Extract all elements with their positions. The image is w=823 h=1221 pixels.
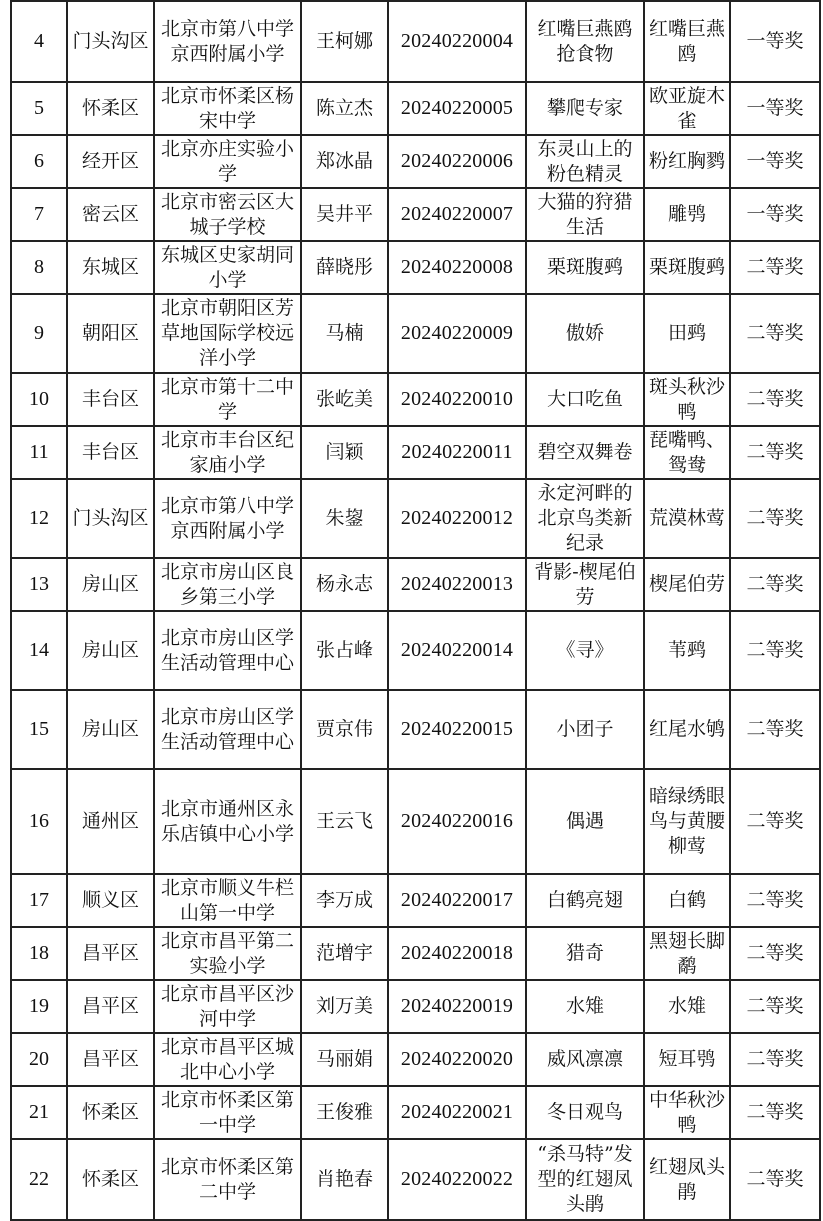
bird-species-cell: 琵嘴鸭、鸳鸯 [644, 426, 730, 479]
row-number-cell: 21 [11, 1086, 67, 1139]
district-cell: 密云区 [67, 188, 154, 241]
row-number-cell: 6 [11, 135, 67, 188]
district-cell: 昌平区 [67, 1033, 154, 1086]
table-row [11, 188, 820, 241]
work-id-cell: 20240220004 [388, 1, 526, 82]
work-id-cell: 20240220005 [388, 82, 526, 135]
school-cell: 北京市昌平区城北中心小学 [154, 1033, 301, 1086]
awards-table-body [11, 1, 820, 1220]
district-cell: 东城区 [67, 241, 154, 294]
school-cell: 北京市昌平第二实验小学 [154, 927, 301, 980]
award-level-cell: 二等奖 [730, 1033, 820, 1086]
award-level-cell: 二等奖 [730, 980, 820, 1033]
district-cell: 门头沟区 [67, 1, 154, 82]
table-row [11, 1033, 820, 1086]
row-number-cell: 11 [11, 426, 67, 479]
student-name-cell: 王柯娜 [301, 1, 388, 82]
bird-species-cell: 短耳鸮 [644, 1033, 730, 1086]
award-level-cell: 二等奖 [730, 611, 820, 690]
bird-species-cell: 红翅凤头鹃 [644, 1139, 730, 1220]
work-id-cell: 20240220019 [388, 980, 526, 1033]
school-cell: 北京市昌平区沙河中学 [154, 980, 301, 1033]
bird-species-cell: 黑翅长脚鹬 [644, 927, 730, 980]
bird-species-cell: 斑头秋沙鸭 [644, 373, 730, 426]
work-title-cell: 背影-楔尾伯劳 [526, 558, 644, 611]
row-number-cell: 19 [11, 980, 67, 1033]
bird-species-cell: 红尾水鸲 [644, 690, 730, 769]
student-name-cell: 郑冰晶 [301, 135, 388, 188]
award-level-cell: 二等奖 [730, 927, 820, 980]
school-cell: 北京市怀柔区第一中学 [154, 1086, 301, 1139]
table-row [11, 980, 820, 1033]
district-cell: 怀柔区 [67, 82, 154, 135]
student-name-cell: 李万成 [301, 874, 388, 927]
bird-species-cell: 楔尾伯劳 [644, 558, 730, 611]
table-row [11, 241, 820, 294]
table-row [11, 769, 820, 874]
work-id-cell: 20240220008 [388, 241, 526, 294]
award-level-cell: 一等奖 [730, 188, 820, 241]
row-number-cell: 18 [11, 927, 67, 980]
school-cell: 北京市怀柔区杨宋中学 [154, 82, 301, 135]
school-cell: 北京亦庄实验小学 [154, 135, 301, 188]
school-cell: 北京市房山区良乡第三小学 [154, 558, 301, 611]
work-title-cell: 《寻》 [526, 611, 644, 690]
school-cell: 北京市顺义牛栏山第一中学 [154, 874, 301, 927]
district-cell: 朝阳区 [67, 294, 154, 373]
row-number-cell: 8 [11, 241, 67, 294]
award-level-cell: 二等奖 [730, 294, 820, 373]
bird-species-cell: 雕鸮 [644, 188, 730, 241]
work-title-cell: 偶遇 [526, 769, 644, 874]
award-level-cell: 一等奖 [730, 135, 820, 188]
work-title-cell: 红嘴巨燕鸥抢食物 [526, 1, 644, 82]
work-id-cell: 20240220014 [388, 611, 526, 690]
work-id-cell: 20240220010 [388, 373, 526, 426]
student-name-cell: 陈立杰 [301, 82, 388, 135]
work-id-cell: 20240220020 [388, 1033, 526, 1086]
work-title-cell: 冬日观鸟 [526, 1086, 644, 1139]
table-row [11, 1, 820, 82]
table-row [11, 294, 820, 373]
bird-species-cell: 荒漠林莺 [644, 479, 730, 558]
district-cell: 房山区 [67, 611, 154, 690]
bird-species-cell: 欧亚旋木雀 [644, 82, 730, 135]
school-cell: 北京市第八中学京西附属小学 [154, 1, 301, 82]
district-cell: 经开区 [67, 135, 154, 188]
work-title-cell: 大口吃鱼 [526, 373, 644, 426]
row-number-cell: 5 [11, 82, 67, 135]
student-name-cell: 王云飞 [301, 769, 388, 874]
bird-species-cell: 水雉 [644, 980, 730, 1033]
district-cell: 通州区 [67, 769, 154, 874]
row-number-cell: 22 [11, 1139, 67, 1220]
student-name-cell: 薛晓彤 [301, 241, 388, 294]
school-cell: 北京市房山区学生活动管理中心 [154, 611, 301, 690]
school-cell: 北京市密云区大城子学校 [154, 188, 301, 241]
row-number-cell: 20 [11, 1033, 67, 1086]
bird-species-cell: 红嘴巨燕鸥 [644, 1, 730, 82]
work-id-cell: 20240220022 [388, 1139, 526, 1220]
row-number-cell: 14 [11, 611, 67, 690]
student-name-cell: 王俊雅 [301, 1086, 388, 1139]
bird-species-cell: 田鹀 [644, 294, 730, 373]
bird-species-cell: 栗斑腹鹀 [644, 241, 730, 294]
work-title-cell: “杀马特”发型的红翅凤头鹃 [526, 1139, 644, 1220]
student-name-cell: 马丽娟 [301, 1033, 388, 1086]
row-number-cell: 9 [11, 294, 67, 373]
student-name-cell: 贾京伟 [301, 690, 388, 769]
work-title-cell: 东灵山上的粉色精灵 [526, 135, 644, 188]
student-name-cell: 肖艳春 [301, 1139, 388, 1220]
table-row [11, 690, 820, 769]
work-id-cell: 20240220017 [388, 874, 526, 927]
district-cell: 丰台区 [67, 373, 154, 426]
student-name-cell: 闫颖 [301, 426, 388, 479]
work-id-cell: 20240220007 [388, 188, 526, 241]
student-name-cell: 杨永志 [301, 558, 388, 611]
student-name-cell: 吴井平 [301, 188, 388, 241]
row-number-cell: 13 [11, 558, 67, 611]
district-cell: 怀柔区 [67, 1086, 154, 1139]
work-id-cell: 20240220018 [388, 927, 526, 980]
district-cell: 昌平区 [67, 927, 154, 980]
award-level-cell: 二等奖 [730, 479, 820, 558]
school-cell: 北京市怀柔区第二中学 [154, 1139, 301, 1220]
student-name-cell: 马楠 [301, 294, 388, 373]
row-number-cell: 7 [11, 188, 67, 241]
work-id-cell: 20240220016 [388, 769, 526, 874]
table-row [11, 479, 820, 558]
student-name-cell: 范增宇 [301, 927, 388, 980]
row-number-cell: 17 [11, 874, 67, 927]
work-title-cell: 大猫的狩猎生活 [526, 188, 644, 241]
row-number-cell: 4 [11, 1, 67, 82]
table-row [11, 373, 820, 426]
work-id-cell: 20240220011 [388, 426, 526, 479]
table-row [11, 611, 820, 690]
table-row [11, 927, 820, 980]
bird-species-cell: 中华秋沙鸭 [644, 1086, 730, 1139]
award-level-cell: 二等奖 [730, 690, 820, 769]
row-number-cell: 10 [11, 373, 67, 426]
work-id-cell: 20240220009 [388, 294, 526, 373]
award-level-cell: 二等奖 [730, 241, 820, 294]
school-cell: 北京市第十二中学 [154, 373, 301, 426]
district-cell: 丰台区 [67, 426, 154, 479]
work-title-cell: 永定河畔的北京鸟类新纪录 [526, 479, 644, 558]
award-level-cell: 二等奖 [730, 558, 820, 611]
row-number-cell: 12 [11, 479, 67, 558]
school-cell: 东城区史家胡同小学 [154, 241, 301, 294]
work-id-cell: 20240220021 [388, 1086, 526, 1139]
award-level-cell: 二等奖 [730, 874, 820, 927]
table-row [11, 135, 820, 188]
work-title-cell: 白鹤亮翅 [526, 874, 644, 927]
student-name-cell: 张占峰 [301, 611, 388, 690]
table-row [11, 558, 820, 611]
student-name-cell: 刘万美 [301, 980, 388, 1033]
work-title-cell: 攀爬专家 [526, 82, 644, 135]
work-title-cell: 小团子 [526, 690, 644, 769]
bird-species-cell: 粉红胸鹨 [644, 135, 730, 188]
student-name-cell: 张屹美 [301, 373, 388, 426]
district-cell: 房山区 [67, 690, 154, 769]
table-row [11, 1139, 820, 1220]
work-title-cell: 傲娇 [526, 294, 644, 373]
table-row [11, 1086, 820, 1139]
work-title-cell: 碧空双舞卷 [526, 426, 644, 479]
row-number-cell: 16 [11, 769, 67, 874]
award-level-cell: 二等奖 [730, 373, 820, 426]
district-cell: 顺义区 [67, 874, 154, 927]
bird-species-cell: 苇鹀 [644, 611, 730, 690]
row-number-cell: 15 [11, 690, 67, 769]
work-id-cell: 20240220015 [388, 690, 526, 769]
school-cell: 北京市丰台区纪家庙小学 [154, 426, 301, 479]
award-level-cell: 二等奖 [730, 1139, 820, 1220]
district-cell: 房山区 [67, 558, 154, 611]
award-level-cell: 一等奖 [730, 82, 820, 135]
table-row [11, 82, 820, 135]
table-row [11, 426, 820, 479]
work-title-cell: 栗斑腹鹀 [526, 241, 644, 294]
school-cell: 北京市房山区学生活动管理中心 [154, 690, 301, 769]
work-id-cell: 20240220013 [388, 558, 526, 611]
bird-species-cell: 白鹤 [644, 874, 730, 927]
award-level-cell: 二等奖 [730, 426, 820, 479]
award-level-cell: 二等奖 [730, 769, 820, 874]
awards-table [10, 0, 821, 1221]
work-title-cell: 猎奇 [526, 927, 644, 980]
district-cell: 门头沟区 [67, 479, 154, 558]
school-cell: 北京市通州区永乐店镇中心小学 [154, 769, 301, 874]
school-cell: 北京市第八中学京西附属小学 [154, 479, 301, 558]
student-name-cell: 朱鋆 [301, 479, 388, 558]
table-row [11, 874, 820, 927]
district-cell: 昌平区 [67, 980, 154, 1033]
award-level-cell: 一等奖 [730, 1, 820, 82]
work-title-cell: 威风凛凛 [526, 1033, 644, 1086]
work-id-cell: 20240220012 [388, 479, 526, 558]
work-title-cell: 水雉 [526, 980, 644, 1033]
bird-species-cell: 暗绿绣眼鸟与黄腰柳莺 [644, 769, 730, 874]
work-id-cell: 20240220006 [388, 135, 526, 188]
district-cell: 怀柔区 [67, 1139, 154, 1220]
award-level-cell: 二等奖 [730, 1086, 820, 1139]
school-cell: 北京市朝阳区芳草地国际学校远洋小学 [154, 294, 301, 373]
